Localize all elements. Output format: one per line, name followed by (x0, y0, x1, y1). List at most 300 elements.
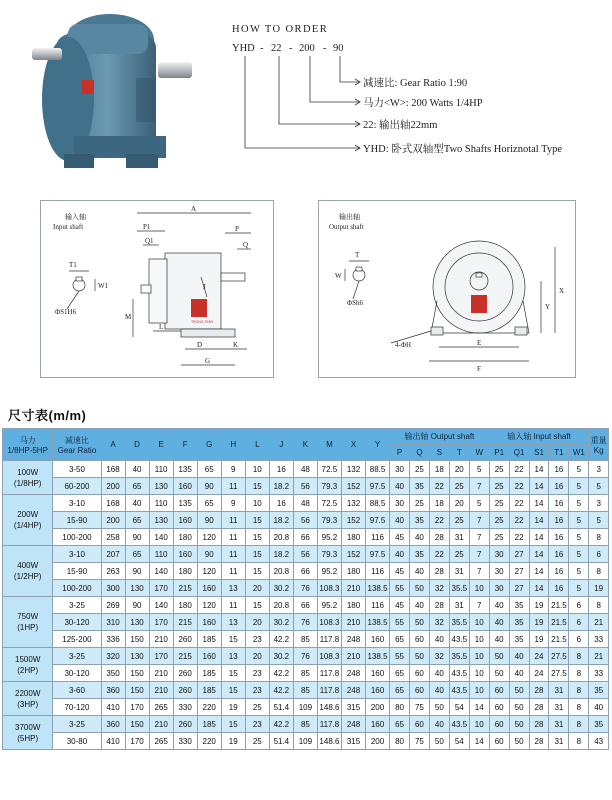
table-cell: 16 (549, 495, 569, 512)
table-cell: 40 (489, 597, 509, 614)
table-cell: 138.5 (366, 614, 390, 631)
table-cell: 25 (489, 478, 509, 495)
table-cell: 40 (489, 631, 509, 648)
table-cell: 28 (529, 733, 549, 750)
table-cell: 210 (341, 580, 365, 597)
ratio-cell: 3-10 (53, 546, 101, 563)
table-cell: 210 (341, 648, 365, 665)
order-code-part: 90 (333, 43, 344, 54)
table-cell: 14 (529, 529, 549, 546)
table-cell: 138.5 (366, 648, 390, 665)
header-output-col: Q (409, 445, 429, 461)
table-cell: 185 (197, 716, 221, 733)
legend-value: : 卧式双轴型Two Shafts Horiznotal Type (385, 144, 562, 155)
header-input-col: S1 (529, 445, 549, 461)
table-row (3, 580, 609, 597)
table-cell: 43.5 (449, 716, 469, 733)
table-cell: 130 (125, 614, 149, 631)
drawing-title-zh: 输入轴 (65, 213, 86, 221)
table-row (3, 495, 609, 512)
table-cell: 18 (429, 461, 449, 478)
dim-label: X (559, 287, 565, 295)
table-cell: 55 (390, 580, 410, 597)
table-cell: 200 (101, 478, 125, 495)
header-input-group: 输入轴 Input shaft (489, 429, 589, 445)
table-cell: 31 (449, 597, 469, 614)
table-cell: 360 (101, 716, 125, 733)
how-to-order (0, 0, 612, 190)
legend-key: 马力<W> (363, 98, 406, 109)
table-cell: 152 (341, 546, 365, 563)
table-cell: 5 (569, 529, 589, 546)
table-cell: 5 (469, 461, 489, 478)
header-dim: G (197, 429, 221, 461)
header-weight: 重量 Kg (589, 429, 609, 461)
table-cell: 258 (101, 529, 125, 546)
table-cell: 90 (197, 512, 221, 529)
table-cell: 110 (149, 461, 173, 478)
table-cell: 65 (125, 478, 149, 495)
table-cell: 7 (469, 512, 489, 529)
table-cell: 35 (589, 716, 609, 733)
table-cell: 40 (429, 631, 449, 648)
power-cell: 3700W (5HP) (3, 716, 53, 750)
table-cell: 148.6 (317, 699, 341, 716)
dim-label: W (335, 272, 342, 280)
brand-label: TRONG SHIN (191, 320, 213, 324)
table-cell: 14 (529, 580, 549, 597)
table-cell: 15 (245, 597, 269, 614)
table-cell: 14 (529, 563, 549, 580)
dim-label: F (477, 365, 481, 373)
table-cell: 40 (429, 716, 449, 733)
table-cell: 8 (569, 733, 589, 750)
table-cell: 40 (409, 529, 429, 546)
table-cell: 30.2 (269, 648, 293, 665)
table-cell: 48 (293, 495, 317, 512)
table-cell: 160 (173, 546, 197, 563)
table-cell: 60 (409, 631, 429, 648)
dim-label: D (197, 341, 203, 349)
table-cell: 43.5 (449, 665, 469, 682)
order-heading: HOW TO ORDER (232, 24, 329, 35)
table-cell: 76 (293, 648, 317, 665)
table-cell: 9 (221, 461, 245, 478)
table-cell: 8 (569, 648, 589, 665)
table-cell: 120 (197, 597, 221, 614)
table-cell: 116 (366, 597, 390, 614)
table-cell: 35 (409, 512, 429, 529)
ratio-cell: 3-60 (53, 682, 101, 699)
table-cell: 85 (293, 682, 317, 699)
table-cell: 269 (101, 597, 125, 614)
table-cell: 40 (390, 546, 410, 563)
header-power: 马力 1/8HP-5HP (3, 429, 53, 461)
table-cell: 43 (589, 733, 609, 750)
table-cell: 72.5 (317, 461, 341, 478)
ratio-cell: 15-90 (53, 563, 101, 580)
table-cell: 10 (245, 461, 269, 478)
table-cell: 42.2 (269, 716, 293, 733)
header-dim: X (341, 429, 365, 461)
table-cell: 6 (569, 597, 589, 614)
table-cell: 210 (149, 631, 173, 648)
ratio-cell: 15-90 (53, 512, 101, 529)
table-cell: 27.5 (549, 648, 569, 665)
dimension-table (2, 428, 609, 750)
table-cell: 130 (149, 478, 173, 495)
table-cell: 160 (366, 716, 390, 733)
table-cell: 14 (529, 512, 549, 529)
table-cell: 210 (341, 614, 365, 631)
table-cell: 40 (429, 665, 449, 682)
table-cell: 160 (173, 512, 197, 529)
table-cell: 16 (549, 478, 569, 495)
table-cell: 7 (469, 597, 489, 614)
table-cell: 265 (149, 699, 173, 716)
table-row (3, 631, 609, 648)
header-dim: D (125, 429, 149, 461)
ratio-cell: 30-120 (53, 614, 101, 631)
table-row (3, 716, 609, 733)
table-cell: 50 (429, 733, 449, 750)
table-cell: 248 (341, 716, 365, 733)
input-shaft-drawing (40, 200, 274, 378)
table-cell: 10 (469, 648, 489, 665)
table-cell: 15 (245, 546, 269, 563)
table-cell: 109 (293, 733, 317, 750)
table-cell: 32 (429, 614, 449, 631)
brand-logo (471, 295, 487, 313)
table-cell: 40 (589, 699, 609, 716)
table-cell: 25 (489, 495, 509, 512)
table-cell: 210 (149, 665, 173, 682)
table-cell: 260 (173, 665, 197, 682)
header-dim: K (293, 429, 317, 461)
table-cell: 5 (569, 512, 589, 529)
table-cell: 42.2 (269, 631, 293, 648)
table-cell: 10 (469, 631, 489, 648)
table-cell: 23 (245, 631, 269, 648)
table-cell: 35.5 (449, 648, 469, 665)
table-row (3, 461, 609, 478)
table-cell: 85 (293, 716, 317, 733)
table-cell: 35 (409, 478, 429, 495)
table-cell: 5 (569, 546, 589, 563)
table-cell: 6 (569, 631, 589, 648)
table-row (3, 563, 609, 580)
header-input-col: T1 (549, 445, 569, 461)
table-cell: 19 (529, 631, 549, 648)
table-cell: 88.5 (366, 495, 390, 512)
table-cell: 50 (489, 665, 509, 682)
table-cell: 263 (101, 563, 125, 580)
table-cell: 66 (293, 563, 317, 580)
table-cell: 30.2 (269, 580, 293, 597)
table-cell: 8 (589, 529, 609, 546)
table-cell: 116 (366, 563, 390, 580)
ratio-cell: 100-200 (53, 580, 101, 597)
brand-logo (191, 299, 207, 317)
table-cell: 10 (469, 614, 489, 631)
table-cell: 28 (529, 699, 549, 716)
table-cell: 28 (529, 716, 549, 733)
order-code-part: 200 (299, 43, 315, 54)
table-cell: 35.5 (449, 580, 469, 597)
table-cell: 168 (101, 495, 125, 512)
table-cell: 7 (469, 563, 489, 580)
table-cell: 20 (245, 580, 269, 597)
table-cell: 170 (149, 614, 173, 631)
table-cell: 9 (221, 495, 245, 512)
table-cell: 130 (125, 648, 149, 665)
table-cell: 215 (173, 580, 197, 597)
table-cell: 14 (469, 733, 489, 750)
table-cell: 22 (509, 461, 529, 478)
ratio-cell: 60-200 (53, 478, 101, 495)
table-cell: 130 (149, 512, 173, 529)
dim-label: K (233, 341, 239, 349)
table-cell: 25 (449, 546, 469, 563)
header-output-col: S (429, 445, 449, 461)
table-cell: 60 (409, 665, 429, 682)
table-cell: 45 (390, 563, 410, 580)
table-cell: 25 (489, 461, 509, 478)
table-cell: 117.8 (317, 665, 341, 682)
table-cell: 54 (449, 733, 469, 750)
table-cell: 60 (409, 716, 429, 733)
svg-text:YHD: 卧式双轴型Two Shafts Horiznota (363, 142, 562, 155)
table-cell: 8 (569, 699, 589, 716)
table-cell: 16 (549, 546, 569, 563)
table-cell: 21 (589, 614, 609, 631)
table-cell: 140 (149, 597, 173, 614)
power-cell: 1500W (2HP) (3, 648, 53, 682)
table-cell: 108.3 (317, 614, 341, 631)
table-cell: 30 (489, 546, 509, 563)
table-cell: 75 (409, 699, 429, 716)
table-cell: 85 (293, 665, 317, 682)
table-cell: 20.8 (269, 563, 293, 580)
table-cell: 168 (101, 461, 125, 478)
table-cell: 35.5 (449, 614, 469, 631)
table-cell: 42.2 (269, 665, 293, 682)
table-cell: 31 (549, 699, 569, 716)
dim-label: T1 (69, 261, 77, 269)
table-cell: 60 (489, 699, 509, 716)
table-cell: 152 (341, 512, 365, 529)
table-cell: 5 (569, 478, 589, 495)
table-cell: 25 (489, 529, 509, 546)
table-cell: 5 (569, 563, 589, 580)
table-cell: 320 (101, 648, 125, 665)
table-cell: 97.5 (366, 512, 390, 529)
table-row (3, 597, 609, 614)
table-cell: 27 (509, 563, 529, 580)
table-cell: 130 (125, 580, 149, 597)
table-cell: 120 (197, 529, 221, 546)
table-cell: 50 (509, 733, 529, 750)
table-cell: 30 (489, 580, 509, 597)
table-cell: 15 (221, 716, 245, 733)
table-cell: 11 (221, 597, 245, 614)
power-cell: 750W (1HP) (3, 597, 53, 648)
table-cell: 300 (101, 580, 125, 597)
table-cell: 6 (589, 546, 609, 563)
table-cell: 88.5 (366, 461, 390, 478)
table-cell: 150 (125, 631, 149, 648)
table-cell: 120 (197, 563, 221, 580)
table-cell: 28 (429, 597, 449, 614)
table-cell: 140 (149, 563, 173, 580)
table-cell: 7 (469, 546, 489, 563)
table-cell: 65 (197, 495, 221, 512)
table-cell: 8 (589, 563, 609, 580)
table-cell: 97.5 (366, 546, 390, 563)
table-cell: 15 (221, 665, 245, 682)
header-dim: M (317, 429, 341, 461)
table-row (3, 699, 609, 716)
table-cell: 19 (589, 580, 609, 597)
table-cell: 11 (221, 512, 245, 529)
dim-label: M (125, 313, 132, 321)
table-cell: 150 (125, 682, 149, 699)
table-cell: 108.3 (317, 580, 341, 597)
table-cell: 31 (449, 529, 469, 546)
table-cell: 18.2 (269, 512, 293, 529)
table-cell: 19 (529, 597, 549, 614)
order-code-part: 22 (271, 43, 282, 54)
dim-label: W1 (98, 282, 109, 290)
table-cell: 16 (549, 461, 569, 478)
table-cell: 14 (529, 478, 549, 495)
header-output-group: 输出轴 Output shaft (390, 429, 490, 445)
table-cell: 55 (390, 614, 410, 631)
table-cell: 90 (197, 478, 221, 495)
table-cell: 22 (509, 495, 529, 512)
table-row (3, 478, 609, 495)
drawing-title-en: Output shaft (329, 223, 364, 231)
svg-text:减速比: Gear Ratio 1:90 (363, 76, 467, 89)
table-cell: 60 (489, 733, 509, 750)
table-cell: 16 (269, 495, 293, 512)
legend-value: : 200 Watts 1/4HP (405, 98, 483, 109)
table-row (3, 648, 609, 665)
table-cell: 108.3 (317, 648, 341, 665)
table-cell: 330 (173, 733, 197, 750)
table-cell: 76 (293, 580, 317, 597)
table-cell: 21.5 (549, 597, 569, 614)
table-cell: 56 (293, 546, 317, 563)
table-cell: 65 (390, 682, 410, 699)
table-cell: 11 (221, 478, 245, 495)
table-cell: 56 (293, 478, 317, 495)
table-cell: 65 (390, 665, 410, 682)
table-cell: 31 (549, 716, 569, 733)
header-dim: F (173, 429, 197, 461)
table-cell: 8 (589, 597, 609, 614)
table-cell: 60 (409, 682, 429, 699)
table-cell: 35 (509, 631, 529, 648)
table-cell: 40 (125, 495, 149, 512)
power-cell: 2200W (3HP) (3, 682, 53, 716)
dim-label: 4-ΦH (395, 341, 412, 349)
table-cell: 248 (341, 665, 365, 682)
dim-label: ΦSh6 (347, 299, 364, 307)
dim-label: G (205, 357, 211, 365)
table-cell: 40 (489, 614, 509, 631)
table-cell: 23 (245, 716, 269, 733)
table-cell: 160 (366, 682, 390, 699)
table-cell: 410 (101, 733, 125, 750)
table-cell: 170 (149, 648, 173, 665)
table-cell: 50 (509, 699, 529, 716)
ratio-cell: 100-200 (53, 529, 101, 546)
table-cell: 10 (469, 665, 489, 682)
ratio-cell: 30-120 (53, 665, 101, 682)
table-cell: 27.5 (549, 665, 569, 682)
table-cell: 14 (529, 461, 549, 478)
legend-value: : Gear Ratio 1:90 (394, 78, 468, 89)
header-dim: Y (366, 429, 390, 461)
ratio-cell: 3-10 (53, 495, 101, 512)
table-cell: 40 (390, 512, 410, 529)
power-cell: 400W (1/2HP) (3, 546, 53, 597)
table-cell: 132 (341, 461, 365, 478)
table-cell: 32 (429, 580, 449, 597)
table-cell: 210 (149, 682, 173, 699)
table-cell: 16 (269, 461, 293, 478)
table-cell: 10 (245, 495, 269, 512)
table-title: 尺寸表(m/m) (8, 408, 87, 423)
table-cell: 65 (125, 512, 149, 529)
table-cell: 40 (390, 478, 410, 495)
table-cell: 95.2 (317, 563, 341, 580)
table-cell: 170 (125, 699, 149, 716)
table-cell: 7 (469, 529, 489, 546)
table-cell: 22 (429, 512, 449, 529)
table-cell: 117.8 (317, 716, 341, 733)
table-cell: 79.3 (317, 478, 341, 495)
table-cell: 150 (125, 665, 149, 682)
order-code-part: - (289, 43, 293, 54)
table-cell: 160 (197, 614, 221, 631)
table-cell: 138.5 (366, 580, 390, 597)
drawing-title-en: Input shaft (53, 223, 84, 231)
dim-label: Q (243, 241, 249, 249)
table-cell: 20.8 (269, 597, 293, 614)
table-cell: 35 (589, 682, 609, 699)
table-cell: 79.3 (317, 512, 341, 529)
table-cell: 35 (509, 597, 529, 614)
table-cell: 150 (125, 716, 149, 733)
table-cell: 95.2 (317, 529, 341, 546)
table-cell: 20 (245, 648, 269, 665)
table-cell: 90 (125, 563, 149, 580)
table-cell: 160 (173, 478, 197, 495)
table-cell: 16 (549, 512, 569, 529)
table-cell: 3 (589, 461, 609, 478)
table-cell: 30 (390, 461, 410, 478)
table-cell: 5 (569, 461, 589, 478)
table-cell: 15 (245, 478, 269, 495)
table-cell: 110 (149, 546, 173, 563)
table-cell: 260 (173, 716, 197, 733)
table-cell: 10 (469, 716, 489, 733)
table-cell: 25 (409, 461, 429, 478)
table-cell: 27 (509, 546, 529, 563)
table-cell: 66 (293, 597, 317, 614)
